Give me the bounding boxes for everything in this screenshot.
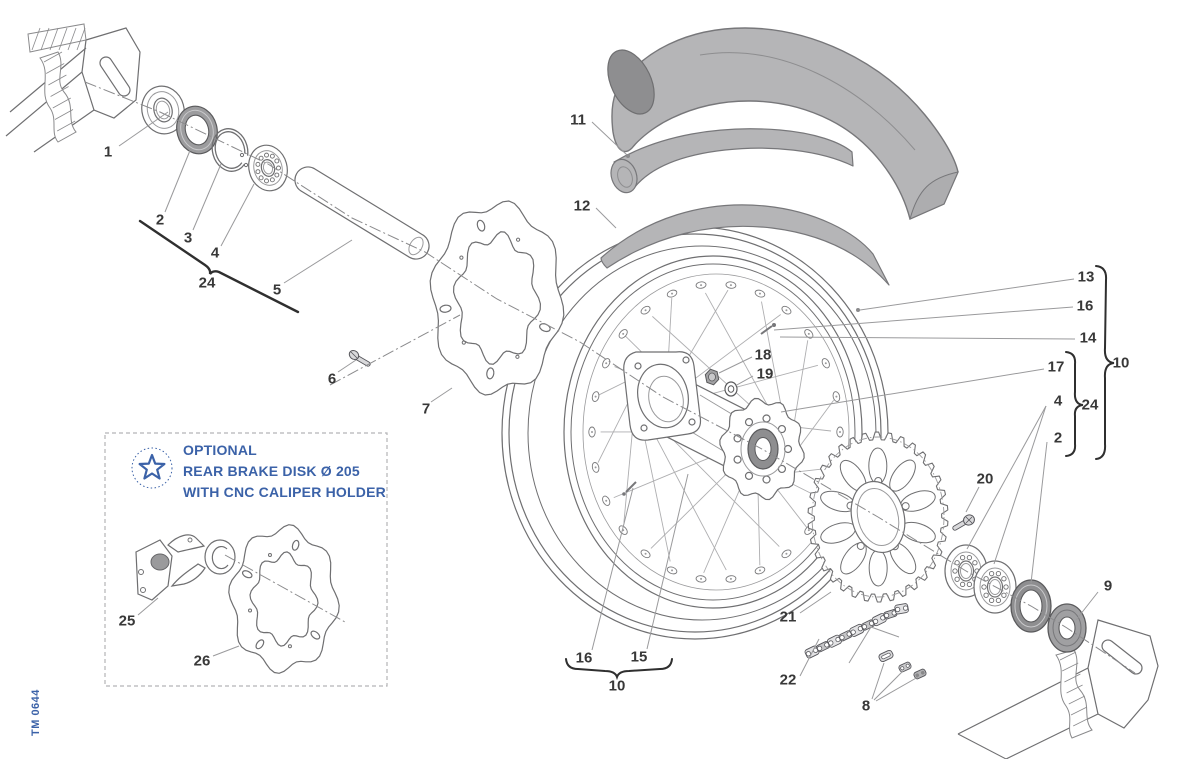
screw-20 xyxy=(953,513,976,530)
part-label-21: 21 xyxy=(779,608,797,626)
washer xyxy=(725,382,737,396)
drawing-code: TM 0644 xyxy=(30,689,42,736)
optional-note xyxy=(183,440,386,503)
part-label-8: 8 xyxy=(861,697,871,715)
part-label-3: 3 xyxy=(183,229,193,247)
rear-wheel xyxy=(502,227,888,639)
part-label-17: 17 xyxy=(1047,358,1065,376)
part-label-13: 13 xyxy=(1077,268,1095,286)
caliper-holder-25 xyxy=(136,535,235,600)
part-label-22: 22 xyxy=(779,671,797,689)
tire xyxy=(599,28,958,219)
part-label-1: 1 xyxy=(103,143,113,161)
part-label-5: 5 xyxy=(272,281,282,299)
part-label-12: 12 xyxy=(573,197,591,215)
axle-spacer-5 xyxy=(295,167,429,259)
part-label-10: 10 xyxy=(608,677,626,695)
part-label-24: 24 xyxy=(1081,396,1099,414)
part-label-18: 18 xyxy=(754,346,772,364)
inner-tube xyxy=(607,129,853,196)
axle-nut xyxy=(705,369,718,385)
part-label-9: 9 xyxy=(1103,577,1113,595)
part-label-16: 16 xyxy=(1076,297,1094,315)
bearing-4 xyxy=(244,141,293,195)
optional-brake-disc-26 xyxy=(229,525,339,674)
part-label-6: 6 xyxy=(327,370,337,388)
part-label-2: 2 xyxy=(1053,429,1063,447)
part-label-19: 19 xyxy=(756,365,774,383)
part-label-15: 15 xyxy=(630,648,648,666)
part-label-26: 26 xyxy=(193,652,211,670)
part-label-4: 4 xyxy=(1053,392,1063,410)
part-label-16: 16 xyxy=(575,649,593,667)
rim-band xyxy=(601,205,889,285)
swingarm-left xyxy=(6,24,140,152)
part-label-24: 24 xyxy=(198,274,216,292)
part-label-20: 20 xyxy=(976,470,994,488)
optional-note-line-2: REAR BRAKE DISK Ø 205 xyxy=(183,463,360,479)
part-label-25: 25 xyxy=(118,612,136,630)
part-label-2: 2 xyxy=(155,211,165,229)
chain-link-parts-8 xyxy=(849,627,927,680)
part-label-11: 11 xyxy=(570,111,586,129)
part-label-10: 10 xyxy=(1112,354,1130,372)
brake-disc-7 xyxy=(430,201,564,395)
part-label-4: 4 xyxy=(210,244,220,262)
star-badge-icon xyxy=(132,448,172,488)
part-label-14: 14 xyxy=(1079,329,1097,347)
optional-note-line-1: OPTIONAL xyxy=(183,442,257,458)
part-label-7: 7 xyxy=(421,400,431,418)
optional-note-line-3: WITH CNC CALIPER HOLDER xyxy=(183,484,386,500)
